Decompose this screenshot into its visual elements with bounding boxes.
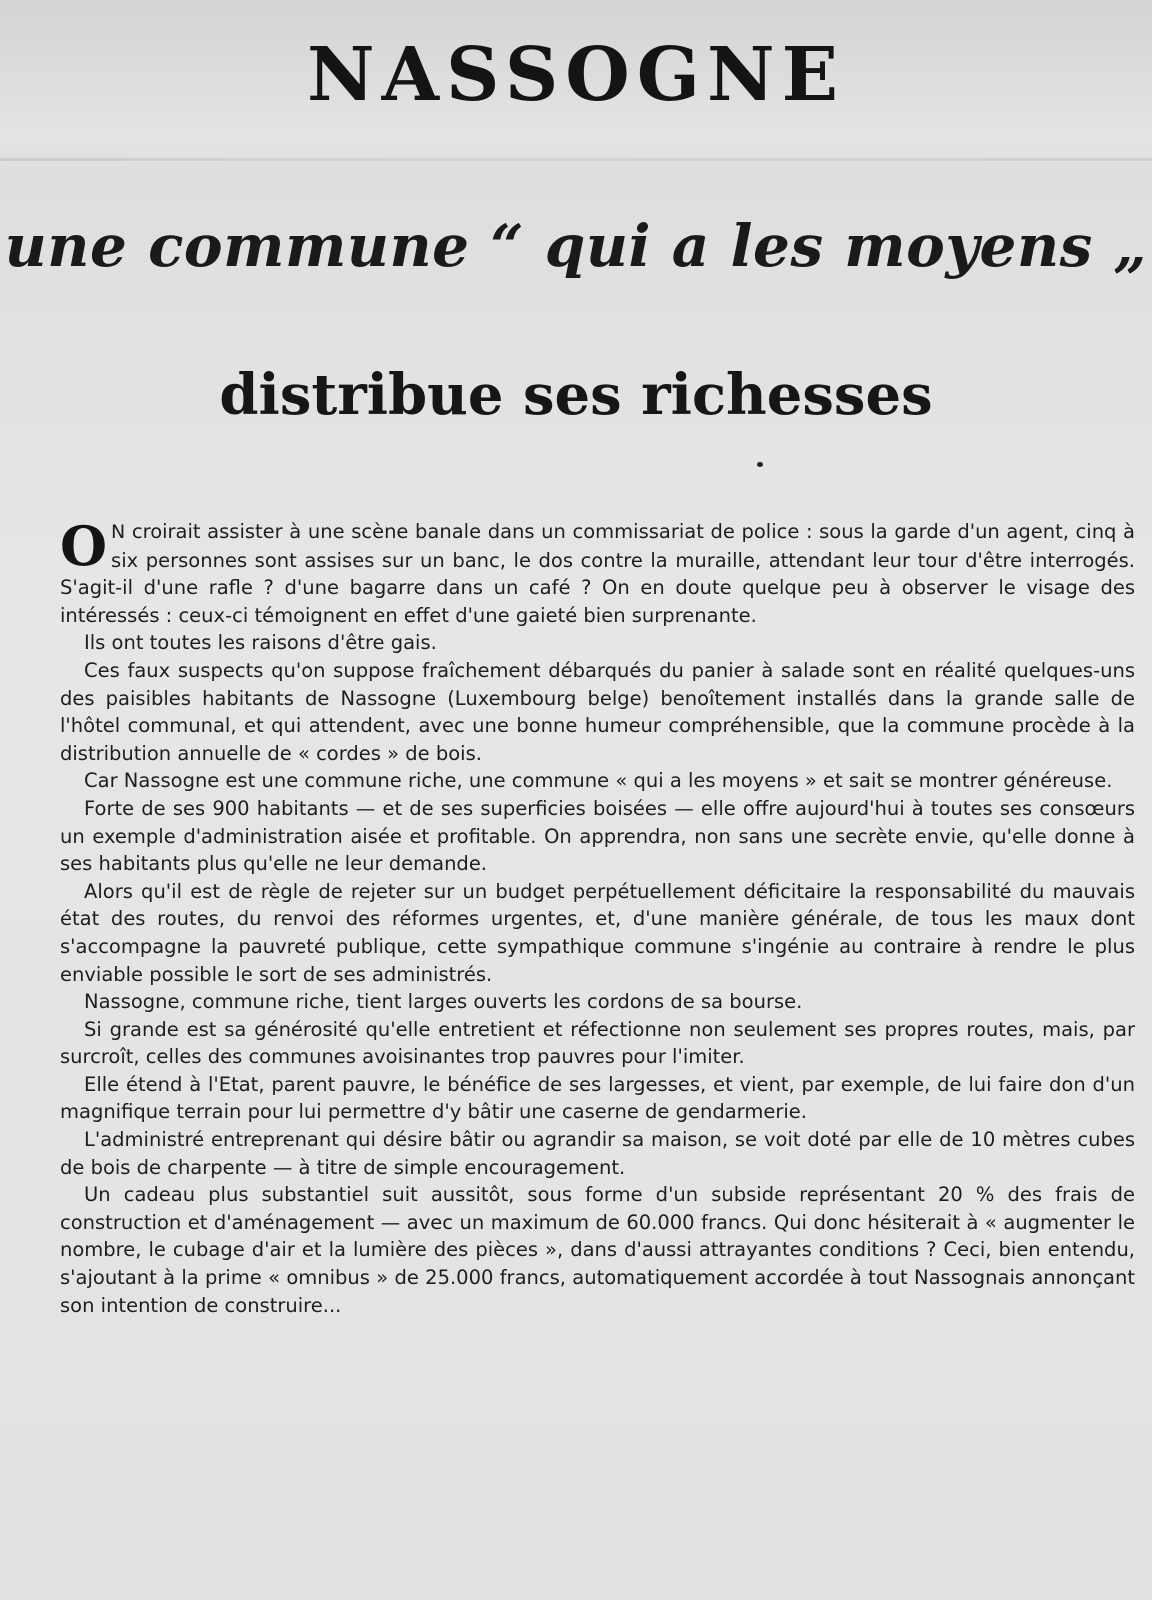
paper-fold-line bbox=[0, 158, 1152, 161]
paragraph: Nassogne, commune riche, tient larges ouverts les cordons de sa bourse. bbox=[84, 990, 803, 1014]
article-headline: distribue ses richesses bbox=[219, 362, 933, 428]
paragraph: Un cadeau plus substantiel suit aussitôt, sous forme d'un subside représentant 20 % des frais de construction et d'aménagement — avec un maximum de 60.000 francs. Qui donc hésiterait à « augmenter le nombre, le cubage d'air et la lumière des pièces », dans d'aussi attrayantes conditions ? Ceci, bien entendu, s'ajoutant à la prime « omnibus » de 25.000 francs, automatiquement accordée à tout Nassognais annonçant son intention de construire... bbox=[60, 1183, 1135, 1317]
paragraph: Car Nassogne est une commune riche, une commune « qui a les moyens » et sait se montrer généreuse. bbox=[84, 769, 1113, 793]
paragraph: Ces faux suspects qu'on suppose fraîchement débarqués du panier à salade sont en réalité quelques-uns des paisibles habitants de Nassogne (Luxembourg belge) benoîtement installés dans la grande salle de l'hôtel communal, et qui attendent, avec une bonne humeur compréhensible, que la commune procède à la distribution annuelle de « cordes » de bois. bbox=[60, 658, 1135, 765]
paragraph: Ils ont toutes les raisons d'être gais. bbox=[84, 631, 437, 655]
article-body bbox=[60, 514, 1135, 1319]
separator-dot bbox=[757, 462, 763, 467]
masthead-title: NASSOGNE bbox=[306, 32, 845, 118]
article-subtitle: une commune “ qui a les moyens „ bbox=[4, 212, 1148, 280]
lead-text: croirait assister à une scène banale dans un commissariat de police : sous la garde d'un agent, cinq à six personnes sont assises sur un banc, le dos contre la muraille, attendant leur tour d'être interrogés. S'agit-il d'une rafle ? d'une bagarre dans un café ? On en doute quelque peu à observer le visage des intéressés : ceux-ci témoignent en effet d'une gaieté bien surprenante. bbox=[60, 520, 1135, 627]
drop-cap: O bbox=[60, 514, 108, 578]
lead-paragraph bbox=[60, 514, 1135, 629]
paragraph: L'administré entreprenant qui désire bâtir ou agrandir sa maison, se voit doté par elle de 10 mètres cubes de bois de charpente — à titre de simple encouragement. bbox=[60, 1128, 1135, 1179]
paragraph: Alors qu'il est de règle de rejeter sur un budget perpétuellement déficitaire la responsabilité du mauvais état des routes, du renvoi des réformes urgentes, et, d'une manière générale, de tous les maux dont s'accompagne la pauvreté publique, cette sympathique commune s'ingénie au contraire à rendre le plus enviable possible le sort de ses administrés. bbox=[60, 879, 1135, 986]
paragraph: Elle étend à l'Etat, parent pauvre, le bénéfice de ses largesses, et vient, par exemple, de lui faire don d'un magnifique terrain pour lui permettre d'y bâtir une caserne de gendarmerie. bbox=[60, 1072, 1135, 1124]
paragraph: Si grande est sa générosité qu'elle entretient et réfectionne non seulement ses propres routes, mais, par surcroît, celles des communes avoisinantes trop pauvres pour l'imiter. bbox=[60, 1017, 1135, 1069]
paragraph: Forte de ses 900 habitants — et de ses superficies boisées — elle offre aujourd'hui à toutes ses consœurs un exemple d'administration aisée et profitable. On apprendra, non sans une secrète envie, qu'elle donne à ses habitants plus qu'elle ne leur demande. bbox=[60, 796, 1135, 876]
lead-word: N bbox=[111, 521, 126, 543]
